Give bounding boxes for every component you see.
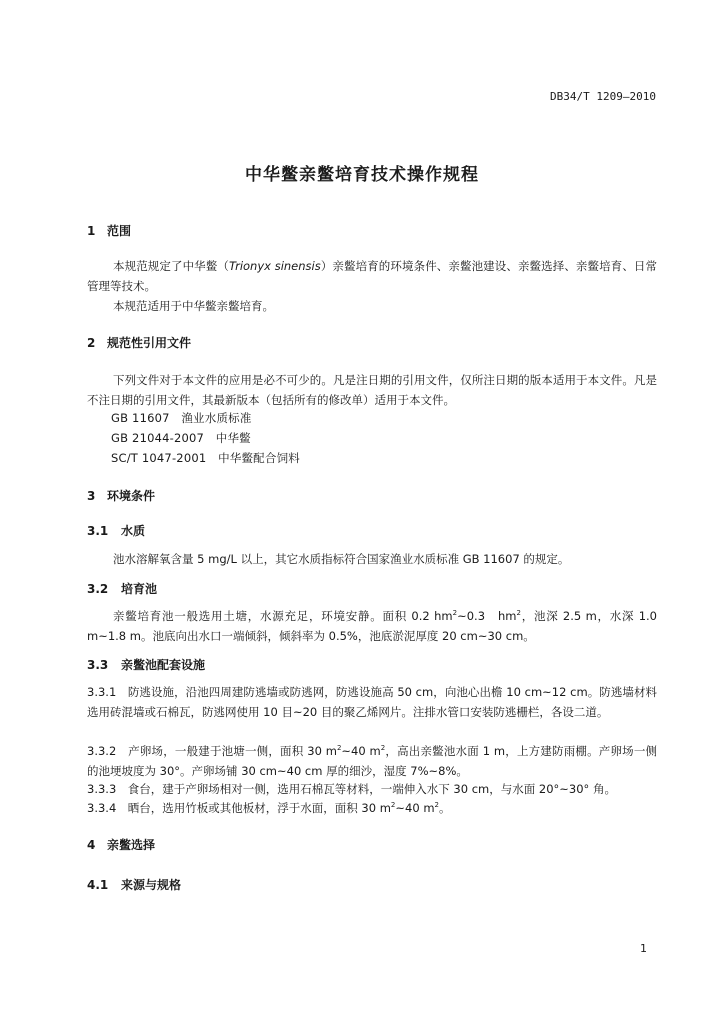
section-number: 1 bbox=[87, 224, 96, 238]
pond-text-a: 亲鳖培育池一般选用土塘，水源充足，环境安静。面积 0.2 hm bbox=[113, 609, 453, 623]
scope-paragraph bbox=[87, 256, 657, 296]
section-number: 2 bbox=[87, 336, 96, 350]
facility-item-1 bbox=[87, 682, 657, 722]
scope-text-a: 本规范规定了中华鳖（ bbox=[113, 259, 229, 273]
item-text: 防逃设施，沿池四周建防逃墙或防逃网，防逃设施高 50 cm，向池心出檐 10 cm~12 cm。防逃墙材料选用砖混墙或石棉瓦，防逃网使用 10 目~20 目的聚乙烯网片。注排水管口安装防逃栅栏，各设二道。 bbox=[87, 685, 657, 719]
item-number: 3.3.3 bbox=[87, 782, 117, 796]
scope-text-b: ）亲鳖培育的环境条件、亲鳖池建设、亲鳖选择、亲鳖培育、日常管理等技术。 bbox=[87, 259, 658, 293]
water-quality-paragraph: 池水溶解氧含量 5 mg/L 以上，其它水质指标符合国家渔业水质标准 GB 11607 的规定。 bbox=[113, 552, 570, 566]
section-3-heading bbox=[87, 487, 155, 504]
item-text-b: ~40 m bbox=[395, 801, 435, 815]
item-number: 3.3.4 bbox=[87, 801, 117, 815]
section-number: 3.2 bbox=[87, 582, 109, 596]
facility-item-2 bbox=[87, 741, 657, 781]
section-3-3-heading bbox=[87, 656, 205, 673]
section-title: 亲鳖选择 bbox=[107, 838, 156, 852]
document-title: 中华鳖亲鳖培育技术操作规程 bbox=[245, 165, 479, 185]
section-title: 亲鳖池配套设施 bbox=[121, 658, 206, 672]
section-number: 3.1 bbox=[87, 524, 109, 538]
superscript: 2 bbox=[380, 744, 386, 753]
superscript: 2 bbox=[516, 609, 521, 618]
item-text: 食台，建于产卵场相对一侧，选用石棉瓦等材料，一端伸入水下 30 cm，与水面 20°~30° 角。 bbox=[127, 782, 616, 796]
item-text-c: 。 bbox=[439, 801, 451, 815]
pond-text-c: ，池深 2.5 m，水深 1.0 m~1.8 m。池底向出水口一端倾斜，倾斜率为 0.5%，池底淤泥厚度 20 cm~30 cm。 bbox=[87, 609, 657, 643]
pond-paragraph bbox=[87, 606, 657, 646]
section-number: 3.3 bbox=[87, 658, 109, 672]
section-number: 3 bbox=[87, 489, 96, 503]
reference-item: SC/T 1047-2001 中华鳖配合饲料 bbox=[111, 451, 300, 465]
reference-item: GB 11607 渔业水质标准 bbox=[111, 411, 252, 425]
superscript: 2 bbox=[452, 609, 458, 618]
section-2-heading bbox=[87, 334, 191, 351]
section-title: 来源与规格 bbox=[121, 878, 182, 892]
section-title: 环境条件 bbox=[107, 489, 156, 503]
section-number: 4.1 bbox=[87, 878, 109, 892]
standard-number: DB34/T 1209—2010 bbox=[550, 90, 656, 103]
section-title: 水质 bbox=[121, 524, 146, 538]
page-number: 1 bbox=[640, 942, 647, 955]
section-3-1-heading bbox=[87, 522, 145, 539]
section-4-heading bbox=[87, 836, 155, 853]
item-number: 3.3.1 bbox=[87, 685, 117, 699]
section-4-1-heading bbox=[87, 876, 181, 893]
scope-applicability: 本规范适用于中华鳖亲鳖培育。 bbox=[113, 299, 274, 313]
normative-intro: 下列文件对于本文件的应用是必不可少的。凡是注日期的引用文件，仅所注日期的版本适用于本文件。凡是不注日期的引用文件，其最新版本（包括所有的修改单）适用于本文件。 bbox=[87, 373, 657, 407]
pond-text-b: ~0.3 hm bbox=[457, 609, 517, 623]
latin-name: Trionyx sinensis bbox=[228, 259, 321, 273]
section-1-heading bbox=[87, 222, 131, 239]
facility-item-3 bbox=[87, 779, 657, 799]
superscript: 2 bbox=[336, 744, 342, 753]
section-number: 4 bbox=[87, 838, 96, 852]
section-3-2-heading bbox=[87, 580, 157, 597]
item-number: 3.3.2 bbox=[87, 744, 117, 758]
item-text-c: ，高出亲鳖池水面 1 m，上方建防雨棚。产卵场一侧的池埂坡度为 30°。产卵场铺 30 cm~40 cm 厚的细沙，湿度 7%~8%。 bbox=[87, 744, 658, 778]
section-title: 培育池 bbox=[121, 582, 158, 596]
facility-item-4 bbox=[87, 798, 657, 818]
section-title: 规范性引用文件 bbox=[107, 336, 192, 350]
item-text-a: 晒台，选用竹板或其他板材，浮于水面，面积 30 m bbox=[127, 801, 391, 815]
reference-item: GB 21044-2007 中华鳖 bbox=[111, 431, 251, 445]
item-text-b: ~40 m bbox=[341, 744, 381, 758]
superscript: 2 bbox=[390, 801, 396, 810]
section-title: 范围 bbox=[107, 224, 132, 238]
superscript: 2 bbox=[434, 801, 439, 810]
item-text-a: 产卵场，一般建于池塘一侧，面积 30 m bbox=[128, 744, 337, 758]
